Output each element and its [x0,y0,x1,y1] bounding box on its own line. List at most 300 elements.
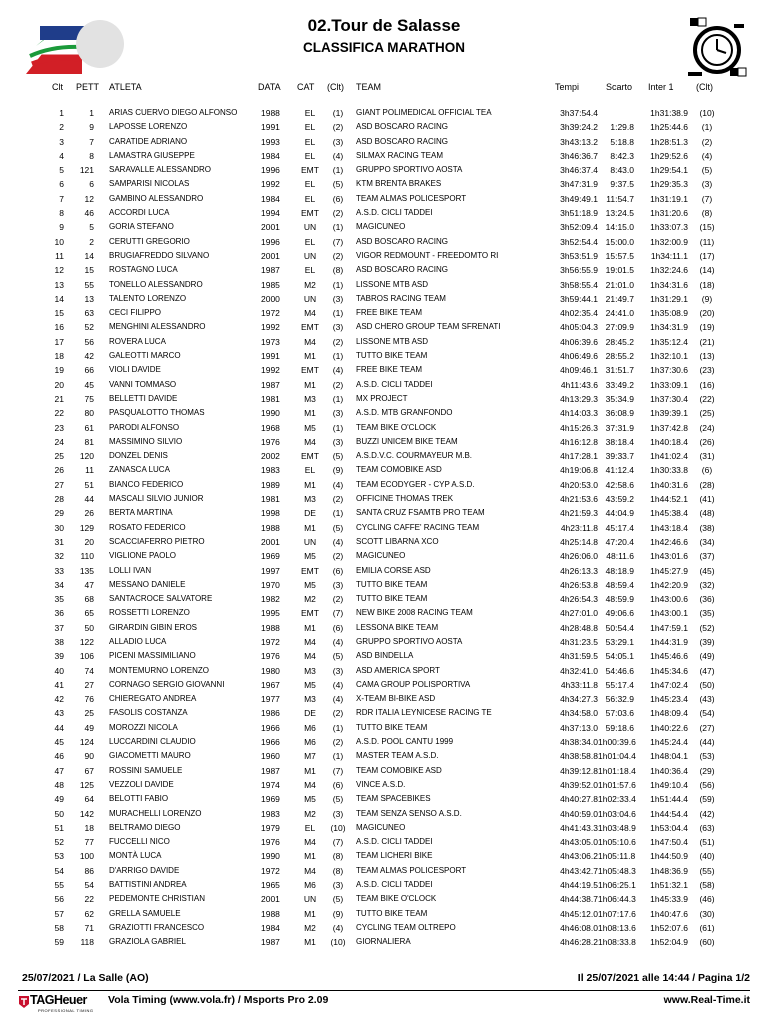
table-row [0,778,768,792]
footer-divider [18,990,750,991]
cell-athlete: VANNI TOMMASO [109,379,177,389]
cell-category: EL [304,122,316,133]
cell-inter1-time: 1h31:29.1 [650,293,688,304]
cell-inter1-time: 1h30:33.8 [650,465,688,476]
cell-athlete: SANTACROCE SALVATORE [109,594,213,604]
cell-gap: 53:29.1 [605,636,634,647]
cell-team: VIGOR REDMOUNT - FREEDOMTO RI [356,250,499,260]
col-clt-inter: (Clt) [696,82,713,92]
cell-rank: 49 [54,794,64,805]
cell-category: EMT [301,165,319,176]
cell-inter1-rank: (16) [699,379,715,390]
cell-inter1-rank: (60) [699,937,715,948]
cell-bib: 68 [84,594,94,605]
cell-category-rank: (6) [332,779,344,790]
cell-gap: 8:43.0 [610,165,634,176]
cell-inter1-time: 1h47:59.1 [650,622,688,633]
cell-inter1-time: 1h43:18.4 [650,522,688,533]
table-row [0,120,768,134]
cell-athlete: BATTISTINI ANDREA [109,880,187,890]
cell-rank: 59 [54,937,64,948]
cell-birth-year: 1996 [261,165,280,176]
cell-inter1-time: 1h45:46.6 [650,651,688,662]
cell-rank: 48 [54,779,64,790]
cell-team: A.S.D. POOL CANTU 1999 [356,737,454,747]
cell-inter1-rank: (22) [699,393,715,404]
cell-time: 4h19:06.8 [560,465,598,476]
cell-category-rank: (5) [332,651,344,662]
cell-inter1-time: 1h39:39.1 [650,408,688,419]
table-row [0,735,768,749]
cell-time: 4h34:27.3 [560,694,598,705]
table-row [0,306,768,320]
cell-category-rank: (6) [332,193,344,204]
cell-birth-year: 1987 [261,265,280,276]
cell-inter1-rank: (41) [699,494,715,505]
table-row [0,521,768,535]
cell-category-rank: (2) [332,494,344,505]
cell-bib: 125 [79,779,94,790]
cell-bib: 15 [84,265,94,276]
cell-category: UN [303,293,317,304]
cell-team: LESSONA BIKE TEAM [356,622,439,632]
cell-category: M1 [304,408,316,419]
cell-athlete: FUCCELLI NICO [109,837,170,847]
cell-category-rank: (5) [332,179,344,190]
cell-athlete: GALEOTTI MARCO [109,351,181,361]
cell-time: 3h46:37.4 [560,165,598,176]
cell-time: 4h39:52.0 [560,779,598,790]
cell-time: 3h52:54.4 [560,236,598,247]
cell-inter1-rank: (43) [699,694,715,705]
cell-birth-year: 1972 [261,636,280,647]
cell-time: 4h41:43.3 [560,822,598,833]
cell-inter1-rank: (55) [699,865,715,876]
cell-rank: 24 [54,436,64,447]
cell-inter1-rank: (11) [699,236,715,247]
cell-athlete: BRUGIAFREDDO SILVANO [109,250,210,260]
cell-category: UN [303,250,317,261]
cell-rank: 34 [54,579,64,590]
cell-category-rank: (3) [332,579,344,590]
cell-athlete: LOLLI IVAN [109,565,152,575]
table-row [0,320,768,334]
cell-gap: 44:04.9 [605,508,634,519]
cell-bib: 2 [89,236,94,247]
tag-heuer-shield-icon [18,995,30,1009]
cell-birth-year: 1966 [261,722,280,733]
table-row [0,463,768,477]
cell-team: TEAM LICHERI BIKE [356,851,433,861]
cell-category-rank: (7) [332,236,344,247]
table-row [0,363,768,377]
table-row [0,421,768,435]
cell-birth-year: 1977 [261,694,280,705]
cell-rank: 11 [55,250,64,261]
results-table [0,106,768,950]
cell-bib: 67 [84,765,94,776]
cell-birth-year: 1985 [261,279,280,290]
cell-category-rank: (1) [332,422,344,433]
cell-category-rank: (2) [332,250,344,261]
cell-rank: 45 [54,737,64,748]
cell-category-rank: (4) [332,150,344,161]
cell-gap: 8:42.3 [610,150,634,161]
cell-bib: 46 [84,208,94,219]
cell-inter1-rank: (8) [701,208,713,219]
cell-time: 3h53:51.9 [560,250,598,261]
cell-athlete: ZANASCA LUCA [109,465,170,475]
cell-time: 4h25:14.8 [560,536,598,547]
cell-category: M6 [304,722,316,733]
cell-bib: 110 [80,551,94,562]
cell-category-rank: (1) [332,279,344,290]
table-row [0,764,768,778]
cell-birth-year: 2001 [261,250,280,261]
cell-athlete: ARIAS CUERVO DIEGO ALFONSO [109,108,238,117]
cell-bib: 142 [79,808,94,819]
cell-birth-year: 1987 [261,765,280,776]
cell-rank: 38 [54,636,64,647]
cell-category: M4 [304,651,316,662]
cell-athlete: FASOLIS COSTANZA [109,708,188,718]
cell-inter1-rank: (52) [699,622,715,633]
cell-category: M1 [304,622,316,633]
cell-rank: 29 [54,508,64,519]
cell-athlete: GAMBINO ALESSANDRO [109,193,204,203]
cell-rank: 26 [54,465,64,476]
cell-athlete: ROVERA LUCA [109,336,166,346]
cell-category: EMT [301,365,319,376]
cell-team: OFFICINE THOMAS TREK [356,494,454,504]
cell-category-rank: (2) [332,737,344,748]
cell-gap: 31:51.7 [605,365,634,376]
cell-team: MAGICUNEO [356,222,406,232]
cell-inter1-time: 1h42:46.6 [650,536,688,547]
cell-gap: 1h06:25.1 [598,880,636,891]
cell-category-rank: (7) [332,608,344,619]
cell-birth-year: 1992 [261,179,280,190]
cell-team: GIANT POLIMEDICAL OFFICIAL TEA [356,108,492,117]
cell-time: 3h43:13.2 [560,136,598,147]
cell-inter1-rank: (48) [699,508,715,519]
cell-team: TEAM BIKE O'CLOCK [356,422,437,432]
cell-inter1-rank: (53) [699,751,715,762]
cell-rank: 3 [59,136,64,147]
cell-category: M5 [304,579,316,590]
cell-team: ASD CHERO GROUP TEAM SFRENATI [356,322,501,332]
cell-time: 3h37:54.4 [560,108,598,118]
cell-category: DE [304,708,316,719]
cell-bib: 42 [84,351,94,362]
cell-inter1-time: 1h47:50.4 [650,837,688,848]
race-title: 02.Tour de Salasse [307,16,461,35]
cell-time: 4h46:08.0 [560,922,598,933]
cell-bib: 120 [79,451,94,462]
cell-gap: 42:58.6 [605,479,634,490]
cell-gap: 55:17.4 [605,679,634,690]
cell-inter1-time: 1h40:18.4 [650,436,688,447]
cell-inter1-rank: (4) [701,150,713,161]
cell-bib: 11 [85,465,94,476]
table-row [0,821,768,835]
cell-inter1-rank: (49) [699,651,715,662]
cell-athlete: BELTRAMO DIEGO [109,822,181,832]
cell-inter1-rank: (30) [699,908,715,919]
cell-time: 4h31:59.5 [560,651,598,662]
cell-category-rank: (2) [332,379,344,390]
cell-inter1-rank: (19) [699,322,715,333]
cell-bib: 44 [84,494,94,505]
table-row [0,335,768,349]
cell-rank: 21 [54,393,64,404]
cell-category: EMT [301,322,319,333]
cell-athlete: MURACHELLI LORENZO [109,808,202,818]
cell-category: UN [303,222,317,233]
cell-birth-year: 1969 [261,551,280,562]
cell-gap: 54:05.1 [605,651,634,662]
cell-time: 4h43:42.7 [560,865,598,876]
cell-category-rank: (5) [332,451,344,462]
cell-gap: 1h08:13.6 [598,922,636,933]
cell-birth-year: 1992 [261,365,280,376]
cell-inter1-time: 1h34:11.1 [650,250,688,261]
cell-time: 4h38:58.8 [560,751,598,762]
cell-team: ASD BOSCARO RACING [356,236,449,246]
cell-time: 3h56:55.9 [560,265,598,276]
cell-rank: 58 [54,922,64,933]
cell-rank: 32 [54,551,64,562]
cell-rank: 46 [54,751,64,762]
cell-team: MASTER TEAM A.S.D. [356,751,439,761]
cell-athlete: BELLETTI DAVIDE [109,393,178,403]
cell-bib: 135 [79,565,94,576]
cell-gap: 45:17.4 [605,522,634,533]
cell-rank: 18 [54,351,64,362]
cell-bib: 50 [84,622,94,633]
cell-bib: 77 [84,837,94,848]
cell-gap: 35:34.9 [605,393,634,404]
website-link[interactable]: www.Real-Time.it [663,994,750,1006]
cell-inter1-time: 1h40:22.6 [650,722,688,733]
table-row [0,592,768,606]
cell-athlete: GIRARDIN GIBIN EROS [109,622,198,632]
cell-inter1-time: 1h29:54.1 [650,165,688,176]
cell-category-rank: (1) [332,393,344,404]
cell-team: GIORNALIERA [356,937,411,947]
cell-gap: 5:18.8 [610,136,634,147]
cell-inter1-rank: (10) [699,108,715,118]
cell-inter1-rank: (40) [699,851,715,862]
cell-birth-year: 1986 [261,708,280,719]
cell-category: EMT [301,608,319,619]
cell-category: M4 [304,436,316,447]
cell-category: M5 [304,422,316,433]
cell-athlete: LUCCARDINI CLAUDIO [109,737,196,747]
cell-category-rank: (3) [332,136,344,147]
cell-birth-year: 1983 [261,465,280,476]
cell-bib: 63 [84,308,94,319]
cell-inter1-time: 1h33:07.3 [650,222,688,233]
cell-category-rank: (1) [332,751,344,762]
cell-category: M1 [304,351,316,362]
cell-time: 4h27:01.0 [560,608,598,619]
cell-inter1-time: 1h34:31.6 [650,279,688,290]
cell-bib: 22 [84,894,94,905]
cell-team: TEAM COMOBIKE ASD [356,465,442,475]
cell-inter1-time: 1h35:12.4 [650,336,688,347]
cell-category-rank: (4) [332,365,344,376]
table-row [0,864,768,878]
cell-inter1-rank: (21) [699,336,715,347]
cell-gap: 48:59.9 [605,594,634,605]
table-row [0,292,768,306]
cell-rank: 6 [59,179,64,190]
cell-team: TEAM SENZA SENSO A.S.D. [356,808,462,818]
cell-category-rank: (4) [332,694,344,705]
cell-team: GRUPPO SPORTIVO AOSTA [356,636,463,646]
cell-time: 4h33:11.8 [560,679,598,690]
print-info: Il 25/07/2021 alle 14:44 / Pagina 1/2 [577,972,750,984]
cell-inter1-rank: (27) [699,722,715,733]
cell-birth-year: 1974 [261,779,280,790]
cell-inter1-rank: (61) [699,922,715,933]
cell-category-rank: (2) [332,122,344,133]
cell-time: 4h23:11.8 [560,522,598,533]
cell-inter1-time: 1h52:07.6 [650,922,688,933]
cell-category: EL [304,179,316,190]
cell-inter1-rank: (2) [701,136,713,147]
table-row [0,492,768,506]
cell-team: TEAM ALMAS POLICESPORT [356,865,467,875]
cell-category: UN [303,894,317,905]
cell-rank: 53 [54,851,64,862]
cell-category-rank: (8) [332,265,344,276]
cell-birth-year: 1984 [261,150,280,161]
cell-gap: 56:32.9 [605,694,634,705]
cell-category: M1 [304,765,316,776]
cell-inter1-time: 1h32:24.6 [650,265,688,276]
cell-inter1-time: 1h48:09.4 [650,708,688,719]
cell-rank: 42 [54,694,64,705]
cell-inter1-time: 1h37:42.8 [650,422,688,433]
cell-time: 4h26:13.3 [560,565,598,576]
cell-inter1-time: 1h43:00.1 [650,608,688,619]
cell-time: 4h40:59.0 [560,808,598,819]
cell-team: TUTTO BIKE TEAM [356,579,428,589]
cell-rank: 9 [59,222,64,233]
cell-rank: 55 [54,880,64,891]
cell-birth-year: 1987 [261,937,280,948]
col-scarto: Scarto [606,82,633,92]
cell-time: 4h02:35.4 [560,308,598,319]
cell-rank: 44 [54,722,64,733]
cell-inter1-time: 1h45:27.9 [650,565,688,576]
cell-rank: 15 [54,308,64,319]
cell-category-rank: (10) [330,822,346,833]
cell-inter1-time: 1h48:36.9 [650,865,688,876]
table-row [0,478,768,492]
table-row [0,792,768,806]
cell-inter1-rank: (7) [701,193,713,204]
cell-gap: 38:18.4 [605,436,634,447]
cell-inter1-rank: (1) [701,122,713,133]
cell-rank: 43 [54,708,64,719]
cell-team: FREE BIKE TEAM [356,365,423,375]
cell-category: EL [304,108,316,118]
cell-time: 4h05:04.3 [560,322,598,333]
cell-team: A.S.D. CICLI TADDEI [356,880,433,890]
cell-category: M5 [304,794,316,805]
cell-athlete: GRELLA SAMUELE [109,908,181,918]
cell-category: M1 [304,479,316,490]
cell-time: 4h46:28.2 [560,937,598,948]
cell-birth-year: 1973 [261,336,280,347]
cell-birth-year: 1979 [261,822,280,833]
cell-bib: 1 [89,108,94,118]
table-row [0,621,768,635]
cell-time: 4h26:06.0 [560,551,598,562]
cell-gap: 28:55.2 [605,351,634,362]
cell-athlete: CHIEREGATO ANDREA [109,694,197,704]
cell-athlete: ROSSETTI LORENZO [109,608,190,618]
cell-bib: 7 [89,136,94,147]
cell-rank: 14 [54,293,64,304]
cell-time: 4h38:34.0 [560,737,598,748]
cell-rank: 56 [54,894,64,905]
cell-category-rank: (6) [332,622,344,633]
cell-team: TEAM COMOBIKE ASD [356,765,442,775]
cell-rank: 5 [59,165,64,176]
cell-category-rank: (4) [332,536,344,547]
cell-time: 4h06:39.6 [560,336,598,347]
cell-time: 3h52:09.4 [560,222,598,233]
cell-category-rank: (3) [332,293,344,304]
cell-inter1-time: 1h33:09.1 [650,379,688,390]
col-team: TEAM [356,82,382,92]
cell-time: 3h51:18.9 [560,208,598,219]
cell-inter1-time: 1h44:54.4 [650,808,688,819]
cell-rank: 25 [54,451,64,462]
event-date-place: 25/07/2021 / La Salle (AO) [22,972,149,984]
cell-inter1-rank: (24) [699,422,715,433]
cell-birth-year: 1989 [261,479,280,490]
table-row [0,235,768,249]
cell-team: MX PROJECT [356,393,408,403]
cell-bib: 18 [84,822,94,833]
cell-birth-year: 1988 [261,108,280,118]
cell-inter1-rank: (6) [701,465,713,476]
cell-inter1-time: 1h40:47.6 [650,908,688,919]
col-atleta: ATLETA [109,82,142,92]
cell-category: DE [304,508,316,519]
cell-category: M1 [304,522,316,533]
cell-athlete: BIANCO FEDERICO [109,479,184,489]
cell-time: 3h58:55.4 [560,279,598,290]
cell-bib: 100 [79,851,94,862]
cell-category: M2 [304,279,316,290]
cell-inter1-rank: (37) [699,551,715,562]
cell-team: LISSONE MTB ASD [356,336,429,346]
cell-birth-year: 1981 [261,393,280,404]
cell-athlete: VIOLI DAVIDE [109,365,161,375]
cell-bib: 26 [84,508,94,519]
cell-gap: 1h00:39.6 [598,737,636,748]
cell-category: EL [304,465,316,476]
cell-birth-year: 1966 [261,737,280,748]
cell-inter1-time: 1h31:38.9 [650,108,688,118]
cell-category-rank: (9) [332,908,344,919]
